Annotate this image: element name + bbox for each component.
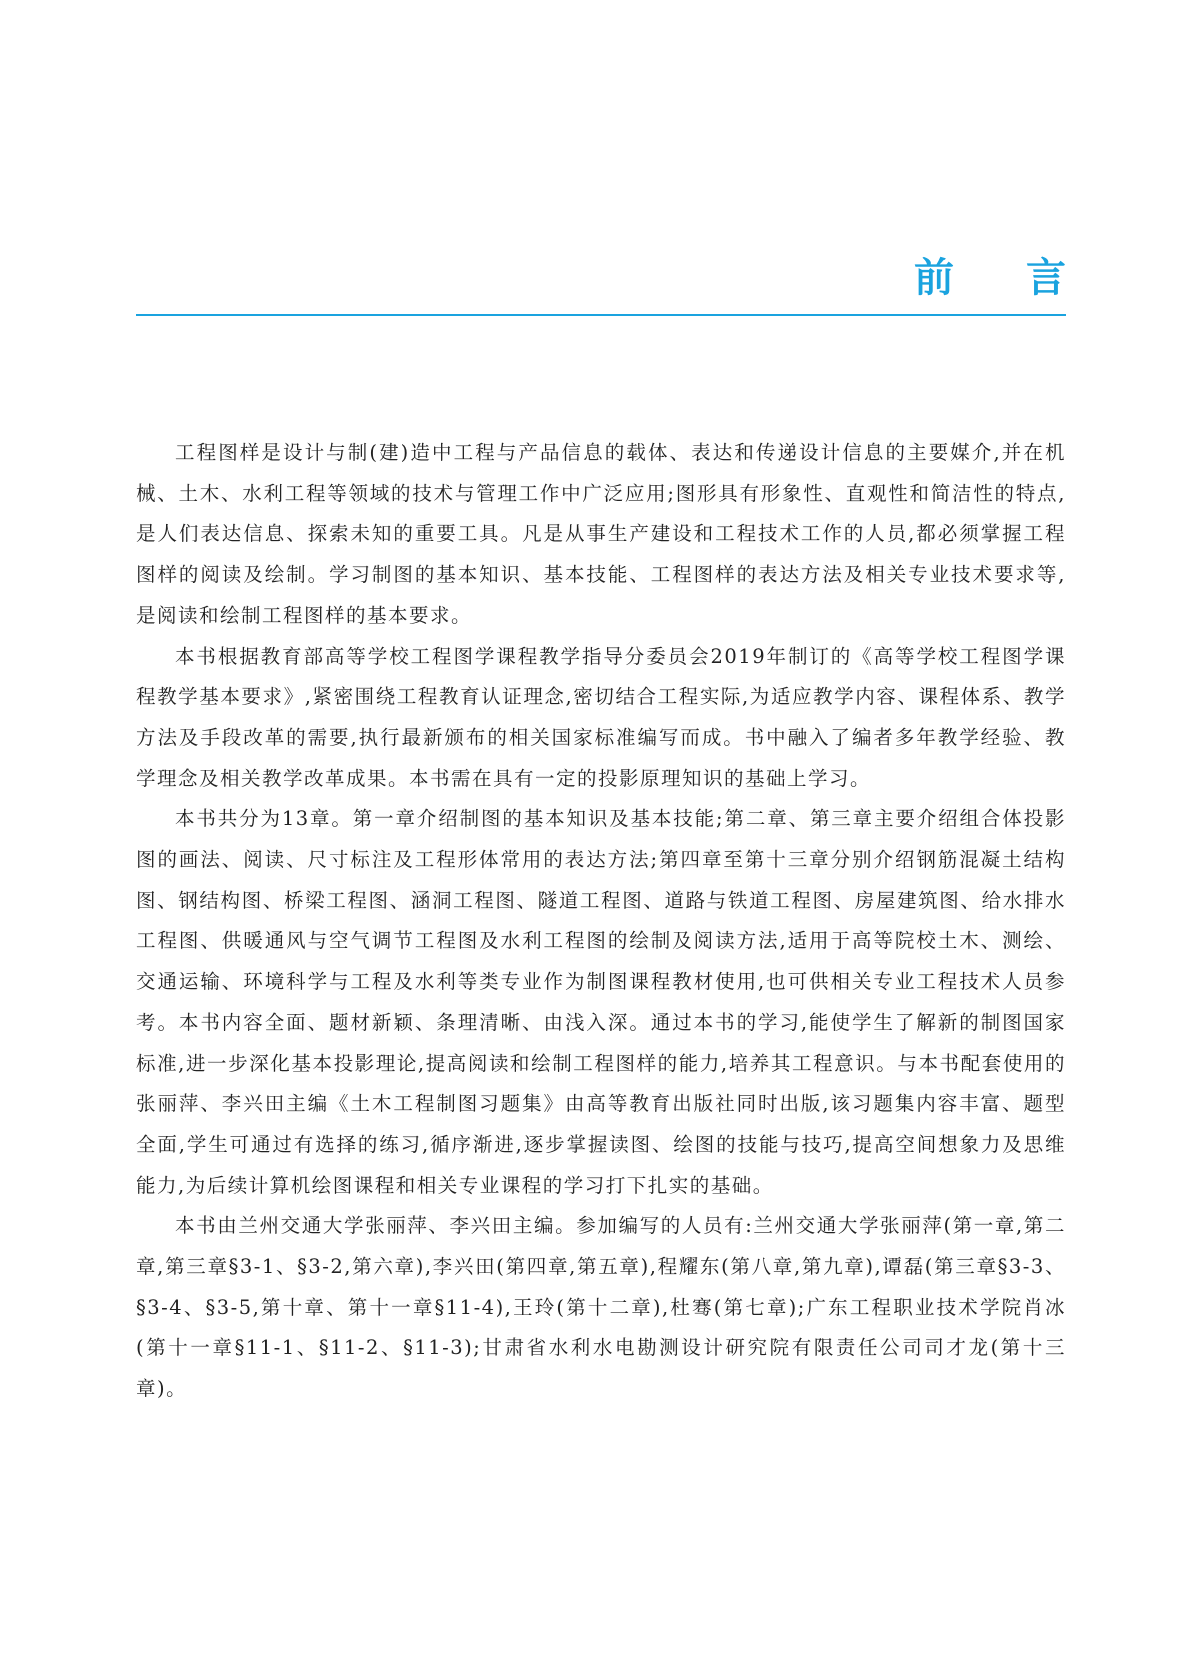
paragraph-authors: 本书由兰州交通大学张丽萍、李兴田主编。参加编写的人员有:兰州交通大学张丽萍(第一章,第二章,第三章§3-1、§3-2,第六章),李兴田(第四章,第五章),程耀东(第八章,第九章),谭磊(第三章§3-3、§3-4、§3-5,第十章、第十一章§11-4),王玲(第十二章),杜骞(第七章);广东工程职业技术学院肖冰(第十一章§11-1、§11-2、§11-3);甘肃省水利水电勘测设计研究院有限责任公司司才龙(第十三章)。 <box>136 1214 1066 1401</box>
preface-body <box>136 433 1066 1410</box>
paragraph-intro: 工程图样是设计与制(建)造中工程与产品信息的载体、表达和传递设计信息的主要媒介,并在机械、土木、水利工程等领域的技术与管理工作中广泛应用;图形具有形象性、直观性和简洁性的特点,是人们表达信息、探索未知的重要工具。凡是从事生产建设和工程技术工作的人员,都必须掌握工程图样的阅读及绘制。学习制图的基本知识、基本技能、工程图样的表达方法及相关专业技术要求等,是阅读和绘制工程图样的基本要求。 <box>136 441 1066 627</box>
page-title: 前言 <box>914 255 1138 301</box>
section-heading <box>136 240 1138 316</box>
paragraph-contents: 本书共分为13章。第一章介绍制图的基本知识及基本技能;第二章、第三章主要介绍组合体投影图的画法、阅读、尺寸标注及工程形体常用的表达方法;第四章至第十三章分别介绍钢筋混凝土结构图、钢结构图、桥梁工程图、涵洞工程图、隧道工程图、道路与铁道工程图、房屋建筑图、给水排水工程图、供暖通风与空气调节工程图及水利工程图的绘制及阅读方法,适用于高等院校土木、测绘、交通运输、环境科学与工程及水利等类专业作为制图课程教材使用,也可供相关专业工程技术人员参考。本书内容全面、题材新颖、条理清晰、由浅入深。通过本书的学习,能使学生了解新的制图国家标准,进一步深化基本投影理论,提高阅读和绘制工程图样的能力,培养其工程意识。与本书配套使用的张丽萍、李兴田主编《土木工程制图习题集》由高等教育出版社同时出版,该习题集内容丰富、题型全面,学生可通过有选择的练习,循序渐进,逐步掌握读图、绘图的技能与技巧,提高空间想象力及思维能力,为后续计算机绘图课程和相关专业课程的学习打下扎实的基础。 <box>136 807 1066 1197</box>
paragraph-basis: 本书根据教育部高等学校工程图学课程教学指导分委员会2019年制订的《高等学校工程图学课程教学基本要求》,紧密围绕工程教育认证理念,密切结合工程实际,为适应教学内容、课程体系、教学方法及手段改革的需要,执行最新颁布的相关国家标准编写而成。书中融入了编者多年教学经验、教学理念及相关教学改革成果。本书需在具有一定的投影原理知识的基础上学习。 <box>136 644 1066 790</box>
